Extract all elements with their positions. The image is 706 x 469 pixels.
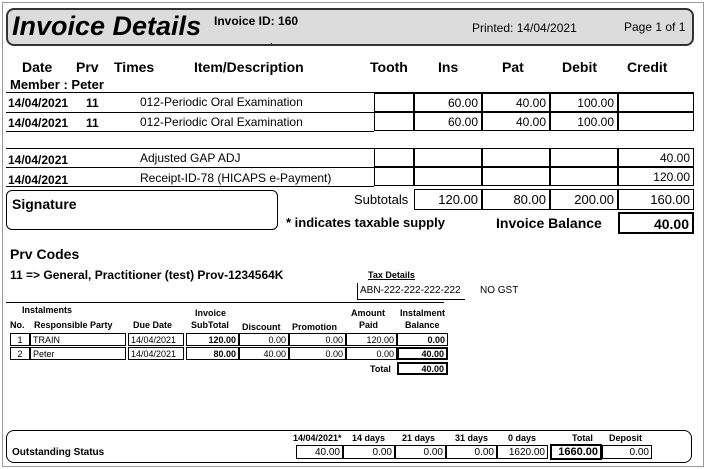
- inst-due: 14/04/2021: [128, 333, 184, 346]
- os-col-21: 21 days: [402, 433, 436, 443]
- inst-balance: 0.00: [397, 333, 448, 346]
- subtotal-pat: 80.00: [482, 189, 550, 210]
- inst-subtotal: 80.00: [186, 347, 239, 360]
- prv-code-line: 11 => General, Practitioner (test) Prov-1234564K: [10, 268, 284, 282]
- signature-label: Signature: [12, 196, 77, 212]
- col-prv: Prv: [76, 59, 99, 75]
- inst-col-subtotal: SubTotal: [191, 320, 229, 330]
- row-debit: [550, 167, 618, 186]
- col-debit: Debit: [562, 59, 597, 75]
- tax-abn: ABN-222-222-222-222: [357, 283, 465, 300]
- row-divider: [6, 131, 374, 132]
- os-col-0: 0 days: [508, 433, 537, 443]
- os-col-14: 14 days: [352, 433, 386, 443]
- printed-date: Printed: 14/04/2021: [472, 21, 577, 35]
- row-ins: 60.00: [414, 112, 482, 131]
- os-deposit: 0.00: [602, 445, 652, 459]
- row-date: 14/04/2021: [8, 153, 69, 167]
- os-21: 0.00: [395, 445, 446, 459]
- inst-col-balance: Balance: [405, 320, 440, 330]
- inst-col-instalment: Instalment: [400, 308, 446, 318]
- row-description: 012-Periodic Oral Examination: [140, 95, 303, 109]
- inst-paid: 0.00: [346, 347, 397, 360]
- inst-col-due: Due Date: [133, 320, 173, 330]
- row-tooth: [374, 148, 414, 167]
- inst-col-paid: Paid: [359, 320, 379, 330]
- member-label: Member : Peter: [10, 77, 104, 92]
- invoice-balance-value: 40.00: [618, 212, 694, 234]
- col-ins: Ins: [438, 59, 459, 75]
- inst-no: 2: [10, 347, 30, 360]
- os-current: 40.00: [296, 445, 343, 459]
- invoice-balance-label: Invoice Balance: [496, 215, 602, 231]
- col-tooth: Tooth: [370, 59, 408, 75]
- subtotals-label: Subtotals: [354, 192, 409, 207]
- os-col-current: 14/04/2021*: [293, 433, 342, 443]
- header-dot: .: [270, 36, 273, 47]
- row-date: 14/04/2021: [8, 173, 69, 187]
- subtotal-credit: 160.00: [618, 189, 694, 210]
- row-description: 012-Periodic Oral Examination: [140, 115, 303, 129]
- inst-col-party: Responsible Party: [34, 320, 113, 330]
- row-credit: [618, 93, 694, 112]
- col-date: Date: [22, 59, 53, 75]
- col-description: Item/Description: [194, 59, 304, 75]
- inst-party: Peter: [30, 347, 126, 360]
- page-title: Invoice Details: [12, 11, 202, 41]
- row-debit: 100.00: [550, 112, 618, 131]
- inst-col-invoice: Invoice: [195, 308, 227, 318]
- inst-total-label: Total: [370, 364, 391, 374]
- gst-status: NO GST: [480, 285, 519, 296]
- row-tooth: [374, 93, 414, 112]
- row-ins: 60.00: [414, 93, 482, 112]
- prv-codes-title: Prv Codes: [10, 246, 80, 262]
- os-14: 0.00: [343, 445, 395, 459]
- row-prv: 11: [86, 116, 99, 130]
- inst-col-discount: Discount: [242, 322, 281, 332]
- row-pat: [482, 148, 550, 167]
- inst-promotion: 0.00: [289, 347, 346, 360]
- os-col-31: 31 days: [455, 433, 489, 443]
- subtotal-debit: 200.00: [550, 189, 618, 210]
- inst-col-no: No.: [10, 320, 25, 330]
- row-prv: 11: [86, 96, 99, 110]
- inst-balance: 40.00: [397, 347, 448, 360]
- row-pat: [482, 167, 550, 186]
- col-credit: Credit: [627, 59, 668, 75]
- os-col-total: Total: [572, 433, 593, 443]
- inst-due: 14/04/2021: [128, 347, 184, 360]
- inst-col-amount: Amount: [351, 308, 385, 318]
- row-tooth: [374, 112, 414, 131]
- inst-col-promotion: Promotion: [292, 322, 337, 332]
- outstanding-label: Outstanding Status: [12, 447, 105, 458]
- subtotal-ins: 120.00: [414, 189, 482, 210]
- row-tooth: [374, 167, 414, 186]
- inst-subtotal: 120.00: [186, 333, 239, 346]
- inst-discount: 40.00: [239, 347, 289, 360]
- tax-details-title: Tax Details: [368, 270, 415, 280]
- row-pat: 40.00: [482, 112, 550, 131]
- row-credit: 40.00: [618, 148, 694, 167]
- row-date: 14/04/2021: [8, 96, 69, 110]
- instalments-title: Instalments: [22, 305, 73, 315]
- row-ins: [414, 148, 482, 167]
- os-col-deposit: Deposit: [609, 433, 643, 443]
- row-debit: 100.00: [550, 93, 618, 112]
- inst-party: TRAIN: [30, 333, 126, 346]
- inst-total: 40.00: [397, 362, 448, 375]
- page-number: Page 1 of 1: [624, 20, 686, 34]
- inst-discount: 0.00: [239, 333, 289, 346]
- row-date: 14/04/2021: [8, 116, 69, 130]
- instalments-divider: [6, 302, 444, 303]
- row-credit: 120.00: [618, 167, 694, 186]
- row-divider: [6, 186, 374, 187]
- os-total: 1660.00: [550, 444, 602, 460]
- os-31: 0.00: [446, 445, 497, 459]
- row-ins: [414, 167, 482, 186]
- inst-promotion: 0.00: [289, 333, 346, 346]
- row-description: Adjusted GAP ADJ: [140, 151, 241, 165]
- taxable-note: * indicates taxable supply: [286, 215, 445, 230]
- row-credit: [618, 112, 694, 131]
- row-divider: [6, 112, 374, 113]
- row-pat: 40.00: [482, 93, 550, 112]
- invoice-id: Invoice ID: 160: [214, 14, 299, 28]
- inst-paid: 120.00: [346, 333, 397, 346]
- page-frame: [2, 2, 704, 467]
- row-description: Receipt-ID-78 (HICAPS e-Payment): [140, 171, 332, 185]
- row-debit: [550, 148, 618, 167]
- row-divider: [6, 167, 374, 168]
- inst-no: 1: [10, 333, 30, 346]
- os-0: 1620.00: [497, 445, 548, 459]
- col-pat: Pat: [502, 59, 524, 75]
- col-times: Times: [114, 59, 155, 75]
